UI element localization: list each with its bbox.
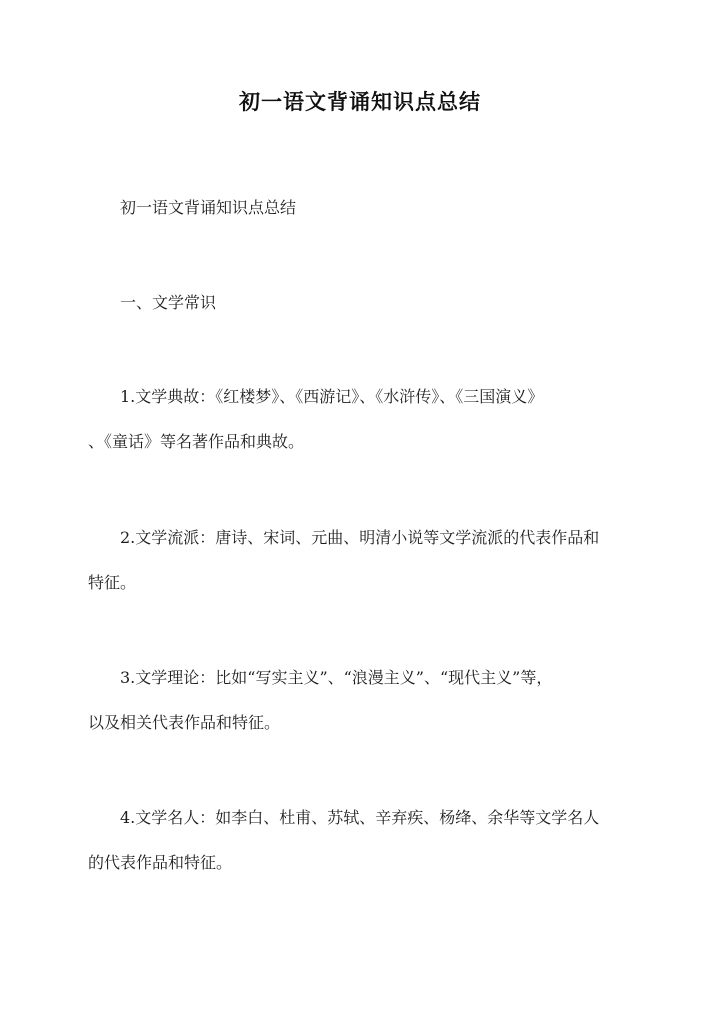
item-2-line-1: 2.文学流派：唐诗、宋词、元曲、明清小说等文学流派的代表作品和 [120,528,600,547]
item-3-line-2: 以及相关代表作品和特征。 [88,713,281,732]
item-2-line-2: 特征。 [88,573,137,592]
document-subtitle: 初一语文背诵知识点总结 [120,198,297,217]
item-3-line-1: 3.文学理论：比如“写实主义”、“浪漫主义”、“现代主义”等， [120,668,553,687]
item-4-line-2: 的代表作品和特征。 [88,853,233,872]
document-title: 初一语文背诵知识点总结 [239,89,481,114]
item-1-line-2: 、《童话》等名著作品和典故。 [88,432,305,451]
item-4-line-1: 4.文学名人：如李白、杜甫、苏轼、辛弃疾、杨绛、余华等文学名人 [120,808,600,827]
section-heading: 一、文学常识 [120,293,217,312]
item-1-line-1: 1.文学典故：《红楼梦》、《西游记》、《水浒传》、《三国演义》 [120,387,544,406]
